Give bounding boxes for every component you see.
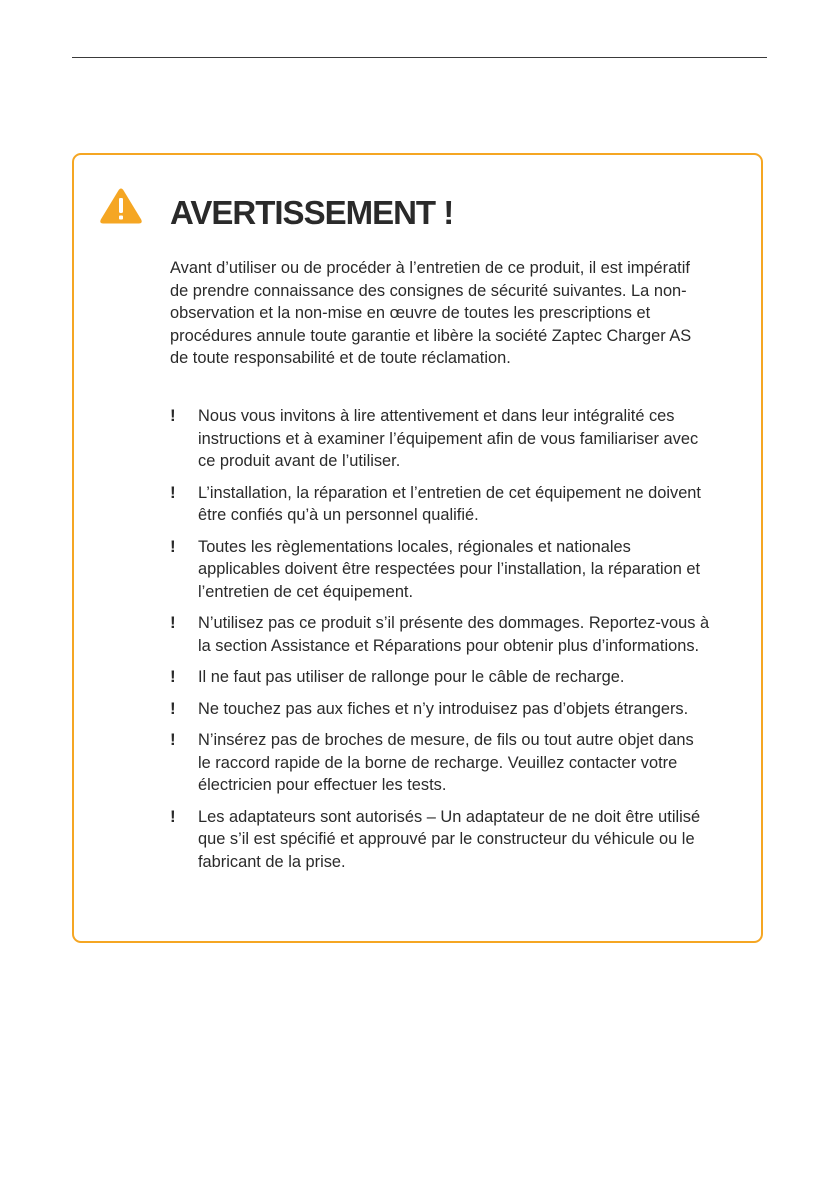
list-item-text: N’utilisez pas ce produit s’il présente des dommages. Reportez-vous à la section Assistance et Réparations pour obtenir plus d’informations. bbox=[198, 614, 710, 655]
exclamation-bullet: ! bbox=[170, 730, 176, 749]
list-item-text: Nous vous invitons à lire attentivement et dans leur intégralité ces instructions et à examiner l’équipement afin de vous familiariser avec ce produit avant de l’utiliser. bbox=[198, 407, 699, 470]
list-item bbox=[170, 405, 710, 473]
list-item bbox=[170, 666, 710, 689]
exclamation-bullet: ! bbox=[170, 482, 176, 502]
exclamation-bullet: ! bbox=[170, 698, 176, 718]
warning-intro: Avant d’utiliser ou de procéder à l’entretien de ce produit, il est impératif de prendre connaissance des consignes de sécurité suivantes. La non-observation et la non-mise en œuvre de toutes les prescriptions et procédures annule toute garantie et libère la société Zaptec Charger AS de toute responsabilité et de toute réclamation. bbox=[170, 259, 692, 367]
list-item bbox=[170, 612, 710, 657]
exclamation-bullet: ! bbox=[170, 806, 176, 826]
list-item-text: L’installation, la réparation et l’entretien de cet équipement ne doivent être confiés qu’à un personnel qualifié. bbox=[198, 483, 701, 524]
list-item bbox=[170, 482, 710, 527]
exclamation-bullet: ! bbox=[170, 536, 176, 556]
list-item bbox=[170, 729, 710, 797]
warning-triangle-icon bbox=[99, 187, 143, 225]
list-item-text: Ne touchez pas aux fiches et n’y introduisez pas d’objets étrangers. bbox=[198, 699, 689, 718]
list-item-text: Les adaptateurs sont autorisés – Un adaptateur de ne doit être utilisé que s’il est spécifié et approuvé par le constructeur du véhicule ou le fabricant de la prise. bbox=[198, 807, 701, 871]
list-item bbox=[170, 536, 710, 604]
list-item-text: N’insérez pas de broches de mesure, de fils ou tout autre objet dans le raccord rapide de la borne de recharge. Veuillez contacter votre électricien pour effectuer les tests. bbox=[198, 731, 694, 794]
header-rule bbox=[72, 57, 767, 58]
list-item-text: Toutes les règlementations locales, régionales et nationales applicables doivent être respectées pour l’installation, la réparation et l’entretien de cet équipement. bbox=[198, 537, 701, 601]
list-item bbox=[170, 806, 710, 874]
list-item bbox=[170, 698, 710, 721]
exclamation-bullet: ! bbox=[170, 613, 176, 632]
safety-instructions-list bbox=[170, 405, 710, 882]
exclamation-bullet: ! bbox=[170, 406, 176, 425]
warning-heading: AVERTISSEMENT ! bbox=[170, 194, 454, 231]
exclamation-bullet: ! bbox=[170, 667, 176, 686]
list-item-text: Il ne faut pas utiliser de rallonge pour le câble de recharge. bbox=[198, 668, 625, 686]
